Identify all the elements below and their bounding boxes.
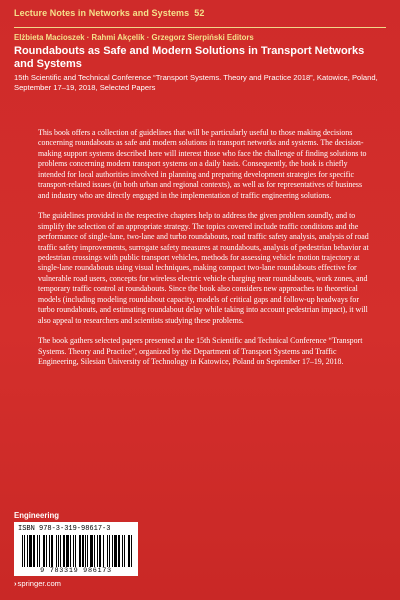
barcode-bar (82, 535, 84, 567)
book-title: Roundabouts as Safe and Modern Solutions in Transport Networks and Systems (14, 45, 365, 70)
barcode-bar (39, 535, 40, 567)
series-volume: 52 (194, 8, 205, 18)
series-heading (14, 8, 204, 18)
barcode-digits: 9 783319 986173 (40, 567, 112, 575)
barcode-bar (46, 535, 47, 567)
publisher-website[interactable] (14, 579, 61, 588)
barcode-bar (29, 535, 32, 567)
book-subtitle: 15th Scientific and Technical Conference “Transport Systems. Theory and Practice 2018”, Katowice, Poland, September 17–19, 2018, Selected Papers (14, 73, 378, 92)
website-text: springer.com (17, 579, 62, 588)
barcode-bar (27, 535, 28, 567)
barcode-bar (131, 535, 132, 567)
barcode-bar (112, 535, 113, 567)
barcode-bar (122, 535, 123, 567)
editors-line (14, 33, 254, 42)
barcode-bar (37, 535, 38, 567)
barcode-bar (73, 535, 74, 567)
barcode-bar (60, 535, 61, 567)
editors-suffix: Editors (226, 33, 254, 42)
barcode-bar (90, 535, 93, 567)
blurb (38, 128, 374, 378)
barcode-bar (49, 535, 50, 567)
blurb-paragraph-2: The guidelines provided in the respective chapters help to address the given problem soundly, and to simplify the selection of an appropriate strategy. The topics covered include traffic conditions and the performance of single-lane, two-lane and turbo roundabouts, road traffic safety analysis, analysis of road traffic safety improvements, surrogate safety measures at roundabouts, analysis of pedestrian behavior at pedestrian crossings with public transport vehicles, methods for assessing vehicle motion trajectory at single-lane roundabouts using visual techniques, making compact two-lane roundabouts effective for vulnerable road users, concepts for wireless electric vehicle charging near roundabouts, work zones, and temporary traffic control at roundabouts. Since the book also considers new approaches to theoretical models (including modeling roundabout capacity, models of critical gaps and follow-up headways for turbo roundabouts, and estimating roundabout delay while taking into account pedestrian impact), it will also appeal to researchers and scientists studying these problems. (38, 211, 369, 325)
barcode-bar (85, 535, 86, 567)
barcode-bar (124, 535, 125, 567)
series-name: Lecture Notes in Networks and Systems (14, 8, 190, 18)
barcode-bar (66, 535, 69, 567)
barcode-bar (33, 535, 35, 567)
barcode-bar (99, 535, 101, 567)
barcode-bar (58, 535, 59, 567)
barcode-bar (107, 535, 108, 567)
barcode-bar (70, 535, 71, 567)
isbn-label: ISBN 978-3-319-98617-3 (18, 525, 111, 533)
barcode-bar (114, 535, 117, 567)
barcode-panel (14, 522, 138, 576)
barcode-bar (43, 535, 45, 567)
divider-rule (14, 27, 386, 28)
barcode-bar (22, 535, 23, 567)
barcode-bar (56, 535, 57, 567)
barcode-bar (94, 535, 95, 567)
barcode-bar (79, 535, 81, 567)
barcode-icon (22, 535, 134, 567)
arrow-icon: › (14, 579, 17, 588)
barcode-bar (103, 535, 104, 567)
barcode-bar (75, 535, 76, 567)
subject-label: Engineering (14, 511, 60, 520)
barcode-bar (63, 535, 65, 567)
blurb-paragraph-3: The book gathers selected papers presented at the 15th Scientific and Technical Conference “Transport Systems. Theory and Practice”, organized by the Department of Transport Systems and Traffic Engineering, Silesian University of Technology in Katowice, Poland on September 17–19, 2018. (38, 336, 363, 367)
barcode-bar (51, 535, 53, 567)
barcode-bar (118, 535, 120, 567)
barcode-bar (128, 535, 130, 567)
editors-names: Elżbieta Macioszek · Rahmi Akçelik · Grzegorz Sierpiński (14, 33, 225, 42)
barcode-bar (24, 535, 25, 567)
barcode-bar (97, 535, 98, 567)
barcode-bar (109, 535, 110, 567)
blurb-paragraph-1: This book offers a collection of guidelines that will be particularly useful to those making decisions concerning roundabouts as safe and modern solutions in transport networks and systems. The decision-making support systems described here will interest those who face the challenge of finding solutions to problems concerning modern transport systems on a daily basis. Consequently, the book is chiefly intended for local authorities involved in planning and preparing development strategies for specific transport-related issues (in both urban and regional contexts), as well as for representatives of business and industry who are directly engaged in the implementation of traffic engineering solutions. (38, 128, 367, 200)
barcode-bar (87, 535, 88, 567)
